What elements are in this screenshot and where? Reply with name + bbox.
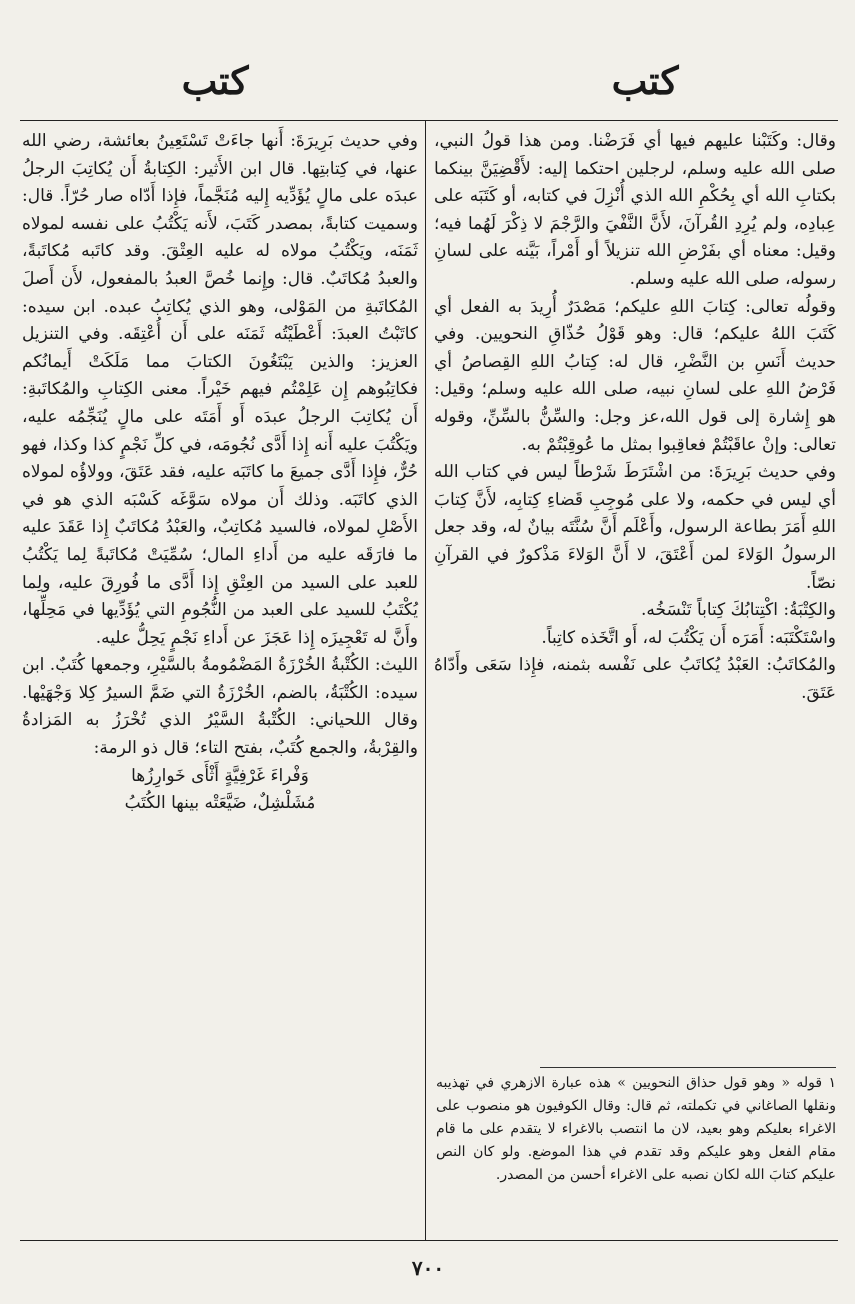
footnote-rule xyxy=(540,1067,836,1068)
poem-line-2: مُشَلْشِلٌ، ضَيَّعَتْه بينها الكُتَبُ xyxy=(124,793,316,814)
right-paragraph-6: والمُكاتَبُ: العَبْدُ يُكاتَبُ على نَفْسه بثمنه، فإِذا سَعَى وأَدّاهُ عَتَقَ. xyxy=(434,655,836,703)
poem-line-1: وَفْراءَ غَرْفِيَّةٍ أَثْأَى خَوارِزُها xyxy=(131,765,309,786)
left-column xyxy=(22,128,418,818)
right-paragraph-4: والكِتْبَةُ: اكْتِتابُكَ كِتاباً تَنْسَخُه. xyxy=(641,600,836,621)
headword-left: كتب xyxy=(181,58,249,103)
column-divider xyxy=(425,120,426,1240)
right-paragraph-3: وفي حديث بَرِيرَةَ: من اشْتَرَطَ شَرْطاً ليس في كتاب الله أي ليس في حكمه، ولا على مُوجِبِ قَضاءِ كِتابِه، لأَنَّ كِتابَ اللهِ أَمَرَ بطاعة الرسول، وأَعْلَم أَنَّ سُنَّتَه بيانٌ له، وقد جعل الرسولُ الوَلاءَ لمن أَعْتَقَ، لا أَنَّ الوَلاءَ مَذْكورٌ في القرآنِ نصّاً. xyxy=(434,462,836,593)
left-paragraph-2: الليث: الكُتْبةُ الخُرْزَةُ المَضْمُومةُ بالسَّيْرِ، وجمعها كُتَبٌ. ابن سيده: الكُتْبَةُ، بالضم، الخُرْزَةُ التي ضَمَّ السيرُ كِلا وَجْهَيْها. وقال اللحياني: الكُتْبةُ السَّيْرُ الذي تُخْرَزُ به المَزادةُ والقِرْبةُ، والجمع كُتَبٌ، بفتح التاء؛ قال ذو الرمة: xyxy=(22,655,418,759)
right-paragraph-5: واسْتَكْتَبَه: أَمَرَه أَن يَكْتُبَ له، أَو اتَّخَذه كاتِباً. xyxy=(541,627,836,648)
bottom-rule xyxy=(20,1240,838,1241)
left-paragraph-1: وفي حديث بَرِيرَةَ: أَنها جاءَتْ تَسْتَعِينُ بعائشة، رضي الله عنها، في كِتابتِها. قال ابن الأَثير: الكِتابةُ أَن يُكاتِبَ الرجلُ عبدَه على مالٍ يُؤَدِّيه إِليه مُنَجَّماً، فإِذا أَدّاه صار حُرّاً. قال: وسميت كتابةً، بمصدر كَتَبَ، لأَنه يَكْتُبُ على نفسه لمولاه ثَمَنَه، ويَكْتُبُ مولاه له عليه العِتْقَ. وقد كاتَبه مُكاتَبةً، والعبدُ مُكاتَبٌ. قال: وإِنما خُصَّ العبدُ بالمفعول، لأَن أَصلَ المُكاتَبةِ من المَوْلى، وهو الذي يُكاتِبُ عبده. ابن سيده: كاتَبْتُ العبدَ: أَعْطَيْتُه ثَمَنَه على أَن أُعْتِقَه. وفي التنزيل العزيز: والذين يَبْتَغُونَ الكتابَ مما مَلَكَتْ أَيمانُكم فكاتِبُوهم إِن عَلِمْتُم فيهم خَيْراً. معنى الكِتابِ والمُكاتَبةِ: أَن يُكاتِبَ الرجلُ عبدَه أَو أَمَتَه على مالٍ يُنَجِّمُه عليه، ويَكْتُبَ عليه أَنه إِذا أَدَّى نُجُومَه، في كلِّ نَجْمٍ كذا وكذا، فهو حُرٌّ، فإِذا أَدَّى جميعَ ما كاتَبَه عليه، فقد عَتَقَ، وولاؤُه لمولاه الذي كاتَبَه. وذلك أَن مولاه سَوَّغَه كَسْبَه الذي هو في الأَصْلِ لمولاه، فالسيد مُكاتِبٌ، والعَبْدُ مُكاتَبٌ إِذا عَقَدَ عليه ما فارَقَه عليه من أَداءِ المال؛ سُمِّيَتْ مُكاتَبةً لِما يَكْتُبُ للعبد على السيد من العِتْقِ إِذا أَدَّى ما فُورِقَ عليه، ولِما يُكْتَبُ للسيد على العبد من النُّجُومِ التي يُؤَدِّيها في مَحِلِّها، وأَنَّ له تَعْجِيزَه إِذا عَجَزَ عن أَداءِ نَجْمٍ يَحِلُّ عليه. xyxy=(22,131,418,648)
poem-verse xyxy=(22,763,418,818)
top-rule xyxy=(20,120,838,121)
right-paragraph-1: وقال: وكَتَبْنا عليهم فيها أي فَرَضْنا. ومن هذا قولُ النبي، صلى الله عليه وسلم، لرجلين احتكما إليه: لأَقْضِيَنَّ بينكما بكتابِ الله أي بِحُكْمِ الله الذي أُنْزِلَ في كتابه، أو كَتَبَه على عِبادِه، ولم يُرِدِ القُرآنَ، لأَنَّ النَّفْيَ والرَّجْمَ لا ذِكْرَ لَهُما فيه؛ وقيل: معناه أي بفَرْضِ الله تنزيلاً أو أَمْراً، بَيَّنه على لسانِ رسوله، صلى الله عليه وسلم. xyxy=(434,131,836,289)
page-number: ٧٠٠ xyxy=(411,1256,445,1280)
right-paragraph-2: وقولُه تعالى: كِتابَ اللهِ عليكم؛ مَصْدَرٌ أُرِيدَ به الفعل أي كَتَبَ اللهُ عليكم؛ قال: وهو قَوْلُ حُذّاقِ النحويين. وفي حديث أَنَسِ بن النَّضْرِ، قال له: كِتابُ اللهِ القِصاصُ أي فَرْضُ اللهِ على لسانِ نبيه، صلى الله عليه وسلم؛ وقيل: هو إِشارة إلى قول الله،عز وجل: والسِّنُّ بالسِّنِّ، وقوله تعالى: وإنْ عاقَبْتُمْ فعاقِبوا بمثل ما عُوقِبْتُمْ به. xyxy=(434,296,836,455)
footnote: ١ قوله « وهو قول حذاق النحويين » هذه عبارة الازهري في تهذيبه ونقلها الصاغاني في تكملته، ثم قال: وقال الكوفيون هو منصوب على الاغراء بعليكم وهو بعيد، لان ما انتصب بالاغراء لا يتقدم على ما قام مقام الفعل وهو عليكم وقد تقدم في هذا الموضع. ولو كان النص عليكم كتابَ الله لكان نصبه على الاغراء أحسن من المصدر. xyxy=(436,1075,837,1183)
headword-right: كتب xyxy=(611,58,679,103)
right-column xyxy=(434,128,836,707)
